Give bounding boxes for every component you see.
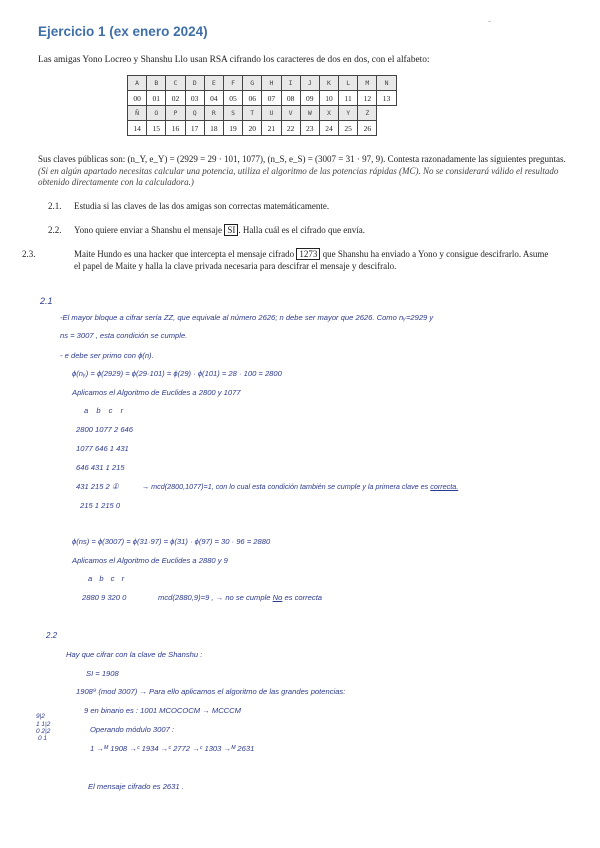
alphabet-code-cell: 02 <box>166 91 185 106</box>
euclid1-result-text: → mcd(2800,1077)=1, con lo cual esta condición también se cumple y la primera clave es <box>142 482 429 491</box>
margin-division-1: 9|2 <box>36 713 45 720</box>
euclid2-result-post: es correcta <box>284 593 323 602</box>
keys-text: Sus claves públicas son: (n_Y, e_Y) = (2929 = 29 · 101, 1077), (n_S, e_S) = (3007 = 31 · 97, 9). Contesta razonadamente las siguientes preguntas. <box>38 154 566 164</box>
alphabet-letter-cell: S <box>223 106 242 121</box>
alphabet-letter-cell: T <box>243 106 262 121</box>
alphabet-letter-cell: D <box>185 76 204 91</box>
hw-line-1: -El mayor bloque a cifrar sería ZZ, que equivale al número 2626; n debe ser mayor que 2626. Como nᵧ=2929 y <box>60 313 434 322</box>
euclid1-row-4: 431 215 2 ① <box>76 482 119 491</box>
alphabet-code-cell: 13 <box>377 91 396 106</box>
alphabet-letter-cell: J <box>300 76 319 91</box>
euclid1-row-3: 646 431 1 215 <box>76 463 125 472</box>
alphabet-code-cell: 01 <box>147 91 166 106</box>
hw22-line-2: SI = 1908 <box>86 669 119 678</box>
alphabet-row2-letters <box>128 106 397 121</box>
alphabet-letter-cell: I <box>281 76 300 91</box>
alphabet-code-cell: 08 <box>281 91 300 106</box>
alphabet-row2-codes <box>128 121 397 136</box>
message-box: SI <box>224 224 238 236</box>
alphabet-letter-cell: G <box>243 76 262 91</box>
exercise-title: Ejercicio 1 (ex enero 2024) <box>38 24 208 39</box>
alphabet-code-cell: 21 <box>262 121 281 136</box>
alphabet-code-cell: 09 <box>300 91 319 106</box>
alphabet-letter-cell: H <box>262 76 281 91</box>
alphabet-letter-cell: W <box>300 106 319 121</box>
alphabet-empty-cell <box>377 106 396 121</box>
alphabet-letter-cell: M <box>358 76 377 91</box>
question-text-post: . Halla cuál es el cifrado que envía. <box>238 225 366 235</box>
alphabet-row1-codes <box>128 91 397 106</box>
hw22-line-5: Operando módulo 3007 : <box>90 725 175 734</box>
alphabet-letter-cell: U <box>262 106 281 121</box>
alphabet-empty-cell <box>377 121 396 136</box>
euclid1-last-row: 215 1 215 0 <box>80 501 121 510</box>
hw-line-6: ϕ(ns) = ϕ(3007) = ϕ(31·97) = ϕ(31) · ϕ(97) = 30 · 96 = 2880 <box>72 537 271 546</box>
alphabet-code-cell: 14 <box>128 121 147 136</box>
question-text: Estudia si las claves de las dos amigas son correctas matemáticamente. <box>74 201 330 211</box>
alphabet-code-cell: 24 <box>319 121 338 136</box>
hw22-line-7: El mensaje cifrado es 2631 . <box>88 782 184 791</box>
alphabet-letter-cell: C <box>166 76 185 91</box>
alphabet-code-cell: 16 <box>166 121 185 136</box>
alphabet-letter-cell: Ñ <box>128 106 147 121</box>
keys-note: (Si en algún apartado necesitas calcular una potencia, utiliza el algoritmo de las potencias rápidas (MC). No se considerará válido el resultado obtenido directamente con la calculadora.) <box>38 165 559 188</box>
alphabet-letter-cell: F <box>223 76 242 91</box>
alphabet-code-cell: 26 <box>358 121 377 136</box>
question-2-1 <box>48 201 558 213</box>
hw22-line-1: Hay que cifrar con la clave de Shanshu : <box>66 650 203 659</box>
euclid1-result-underlined: correcta. <box>430 482 459 491</box>
margin-division-3: 0 2|2 <box>36 728 51 735</box>
question-2-2 <box>48 225 558 237</box>
alphabet-code-cell: 19 <box>223 121 242 136</box>
label-2-2: 2.2 <box>46 631 58 640</box>
alphabet-code-cell: 22 <box>281 121 300 136</box>
alphabet-letter-cell: N <box>377 76 396 91</box>
alphabet-letter-cell: E <box>204 76 223 91</box>
euclid2-result-pre: mcd(2880,9)=9 , → no se cumple <box>158 593 271 602</box>
question-number: 2.2. <box>48 225 62 235</box>
alphabet-letter-cell: O <box>147 106 166 121</box>
public-keys-paragraph <box>38 154 568 189</box>
alphabet-code-cell: 06 <box>243 91 262 106</box>
margin-division-4: 0 1 <box>38 735 48 742</box>
alphabet-letter-cell: Z <box>358 106 377 121</box>
question-number: 2.3. <box>22 249 36 259</box>
margin-division-2: 1 1|2 <box>36 721 51 728</box>
hw22-line-3: 1908⁹ (mod 3007) → Para ello aplicamos el algoritmo de las grandes potencias: <box>76 687 346 696</box>
alphabet-letter-cell: Q <box>185 106 204 121</box>
label-2-1: 2.1 <box>40 296 53 306</box>
alphabet-letter-cell: B <box>147 76 166 91</box>
alphabet-letter-cell: Y <box>339 106 358 121</box>
alphabet-code-cell: 11 <box>339 91 358 106</box>
euclid1-header: a b c r <box>84 406 124 415</box>
alphabet-code-cell: 10 <box>319 91 338 106</box>
euclid1-result <box>142 482 458 491</box>
hw22-line-6: 1 →ᴹ 1908 →ᶜ 1934 →ᶜ 2772 →ᶜ 1303 →ᴹ 2631 <box>90 744 255 753</box>
euclid1-row-2: 1077 646 1 431 <box>76 444 129 453</box>
alphabet-code-cell: 04 <box>204 91 223 106</box>
euclid2-row: 2880 9 320 0 <box>82 593 127 602</box>
corner-mark: - <box>488 16 491 26</box>
alphabet-code-cell: 18 <box>204 121 223 136</box>
hw-line-4: ϕ(nᵧ) = ϕ(2929) = ϕ(29·101) = ϕ(29) · ϕ(101) = 28 · 100 = 2800 <box>72 369 282 378</box>
question-text-post: que Shanshu ha enviado a Yono y consigue descifrarlo. Asume el papel de Maite y halla la clave privada necesaria para descifrar el mensaje y descifralo. <box>74 249 549 271</box>
alphabet-letter-cell: X <box>319 106 338 121</box>
alphabet-row1-letters <box>128 76 397 91</box>
alphabet-letter-cell: R <box>204 106 223 121</box>
euclid2-header: a b c r <box>88 574 125 583</box>
alphabet-code-cell: 05 <box>223 91 242 106</box>
question-text-pre: Yono quiere enviar a Shanshu el mensaje <box>74 225 223 235</box>
alphabet-code-cell: 17 <box>185 121 204 136</box>
alphabet-letter-cell: A <box>128 76 147 91</box>
euclid2-result <box>158 593 322 602</box>
alphabet-code-cell: 23 <box>300 121 319 136</box>
alphabet-table <box>127 75 397 136</box>
alphabet-letter-cell: K <box>319 76 338 91</box>
alphabet-letter-cell: L <box>339 76 358 91</box>
alphabet-code-cell: 12 <box>358 91 377 106</box>
hw-line-7: Aplicamos el Algoritmo de Euclides a 2880 y 9 <box>72 556 228 565</box>
alphabet-code-cell: 15 <box>147 121 166 136</box>
euclid1-row-1: 2800 1077 2 646 <box>76 425 134 434</box>
question-2-3 <box>22 249 554 272</box>
alphabet-letter-cell: P <box>166 106 185 121</box>
intro-paragraph: Las amigas Yono Locreo y Shanshu Llo usan RSA cifrando los caracteres de dos en dos, con el alfabeto: <box>38 55 430 65</box>
hw-line-3: - e debe ser primo con ϕ(n). <box>60 351 154 360</box>
question-number: 2.1. <box>48 201 62 211</box>
alphabet-code-cell: 20 <box>243 121 262 136</box>
alphabet-code-cell: 00 <box>128 91 147 106</box>
question-text-pre: Maite Hundo es una hacker que intercepta el mensaje cifrado <box>74 249 295 259</box>
cipher-box: 1273 <box>296 248 320 260</box>
alphabet-code-cell: 25 <box>339 121 358 136</box>
hw-line-5: Aplicamos el Algoritmo de Euclides a 2800 y 1077 <box>72 388 241 397</box>
alphabet-letter-cell: V <box>281 106 300 121</box>
alphabet-code-cell: 03 <box>185 91 204 106</box>
hw22-line-4: 9 en binario es : 1001 MCOCOCM → MCCCM <box>84 706 241 715</box>
euclid2-result-underlined: No <box>272 593 283 602</box>
hw-line-2: ns = 3007 , esta condición se cumple. <box>60 331 188 340</box>
alphabet-code-cell: 07 <box>262 91 281 106</box>
